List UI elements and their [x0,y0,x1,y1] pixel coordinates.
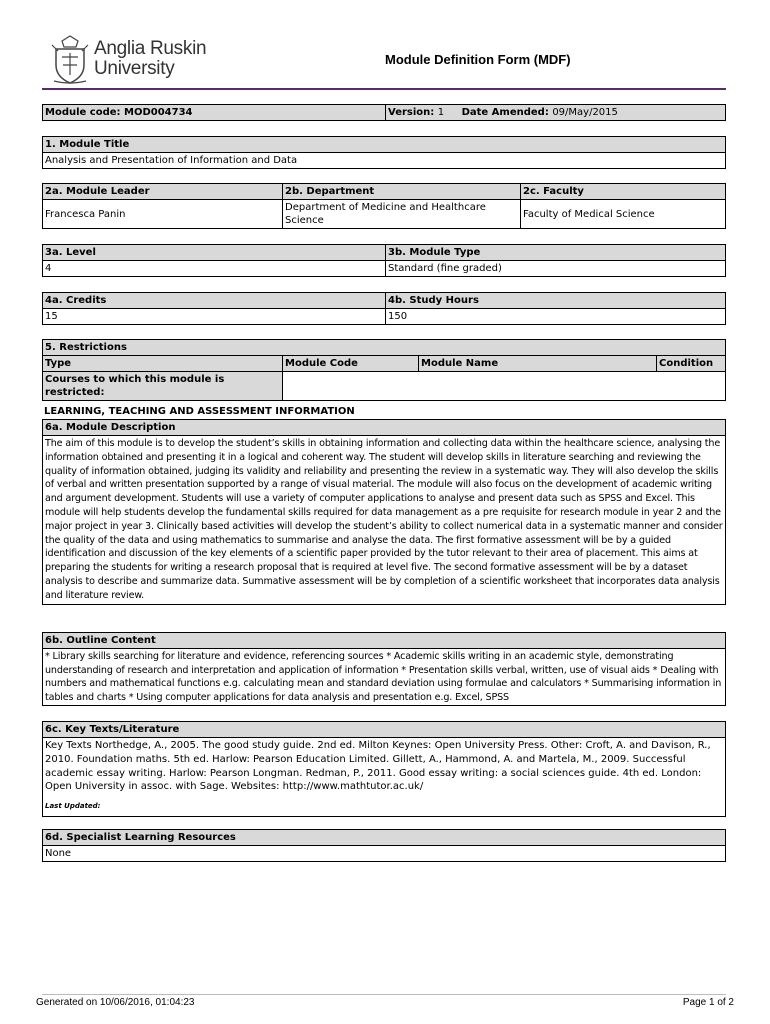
level-table [42,244,726,277]
leader-table [42,183,726,229]
resources-value: None [43,846,726,862]
faculty-value: Faculty of Medical Science [521,200,726,229]
key-texts-label: 6c. Key Texts/Literature [43,722,726,738]
credits-table [42,292,726,325]
resources-table [42,829,726,862]
date-amended-value: 09/May/2015 [552,107,618,118]
generated-timestamp: Generated on 10/06/2016, 01:04:23 [36,997,195,1008]
restrictions-row-label: Courses to which this module is restricted: [43,372,283,401]
module-leader-label: 2a. Module Leader [43,184,283,200]
module-title-value: Analysis and Presentation of Information and Data [43,153,726,169]
key-texts-text: Key Texts Northedge, A., 2005. The good study guide. 2nd ed. Milton Keynes: Open University Press. Other: Croft, A. and Davison, R., 2010. Foundation maths. 5th ed. Harlow: Pearson Education Limited. Gillett, A., Hammond, A. and Martela, M., 2009. Successful academic essay writing. Harlow: Pearson Longman. Redman, P., 2011. Good essay writing: a social sciences guide. 4th ed. London: Open University in assoc. with Sage. Websites: http://www.mathtutor.ac.uk/ [45,740,711,793]
faculty-label: 2c. Faculty [521,184,726,200]
outline-label: 6b. Outline Content [43,633,726,649]
restrictions-col-name: Module Name [419,356,657,372]
footer-divider [42,994,726,995]
restrictions-row-value [283,372,726,401]
version-value: 1 [437,107,445,118]
module-title-table [42,136,726,169]
study-hours-label: 4b. Study Hours [386,293,726,309]
restrictions-col-condition: Condition [657,356,726,372]
last-updated-label: Last Updated: [45,802,101,811]
crest-icon [50,35,90,85]
description-text: The aim of this module is to develop the student’s skills in obtaining information and collecting data within the healthcare science, analysing the information obtained and presenting it in a logical and coherent way. The student will develop skills in literature searching and reviewing the quality of information obtained, judging its validity and reliability and presenting the review in a systematic way. They will also develop the skills of verbal and written presentation supported by a range of visual material. The module will also focus on the development of academic writing and argument development. Students will use a variety of computer applications to analyse and present data such as SPSS and Excel. This module will help students develop the fundamental skills required for data management as a pre requisite for research module in year 2 and the major project in year 3. Clinically based activities will develop the student’s ability to collect numerical data in a systematic manner and consider the quality of the data and using mathematics to summarise and analyse the data. The first formative assessment will be by a guided identification and discussion of the key elements of a scientific paper provided by the tutor relevant to their area of placement. This aims at preparing the students for writing a research proposal that is required at level five. The second formative assessment will be by a dataset analysis to describe and summarize data. Summative assessment will be by completion of a scientific worksheet that incorporates data analysis and literature review. [43,436,726,605]
restrictions-col-code: Module Code [283,356,419,372]
module-leader-value: Francesca Panin [43,200,283,229]
restrictions-col-type: Type [43,356,283,372]
outline-table [42,632,726,706]
description-label: 6a. Module Description [43,420,726,436]
study-hours-value: 150 [386,309,726,325]
form-title: Module Definition Form (MDF) [385,52,571,67]
module-code-table [42,104,726,121]
version-label: Version: [388,107,435,118]
restrictions-label: 5. Restrictions [43,340,726,356]
resources-label: 6d. Specialist Learning Resources [43,830,726,846]
department-value: Department of Medicine and Healthcare Science [283,200,521,229]
module-code-label: Module code: MOD004734 [43,105,386,121]
credits-value: 15 [43,309,386,325]
department-label: 2b. Department [283,184,521,200]
module-title-label: 1. Module Title [43,137,726,153]
level-label: 3a. Level [43,245,386,261]
header-divider [42,88,726,90]
logo-line-1: Anglia Ruskin [94,38,207,59]
version-cell [386,105,726,121]
date-amended-label: Date Amended: [461,107,549,118]
restrictions-table [42,339,726,401]
credits-label: 4a. Credits [43,293,386,309]
module-type-label: 3b. Module Type [386,245,726,261]
module-type-value: Standard (fine graded) [386,261,726,277]
description-table [42,419,726,605]
level-value: 4 [43,261,386,277]
outline-text: * Library skills searching for literature and evidence, referencing sources * Academic skills writing in an academic style, demonstrating understanding of research and interpretation and application of information * Presentation skills verbal, written, use of visual aids * Dealing with numbers and mathematical functions e.g. calculating mean and standard deviation using formulae and calculators * Summarising information in tables and charts * Using computer applications for data analysis and presentation e.g. Excel, SPSS [43,649,726,706]
logo-line-2: University [94,58,175,79]
logo-wordmark [94,39,206,79]
key-texts-cell [43,738,726,817]
lta-heading: LEARNING, TEACHING AND ASSESSMENT INFORMATION [44,406,355,417]
key-texts-table [42,721,726,817]
page-number: Page 1 of 2 [682,997,734,1008]
university-logo [50,35,210,85]
